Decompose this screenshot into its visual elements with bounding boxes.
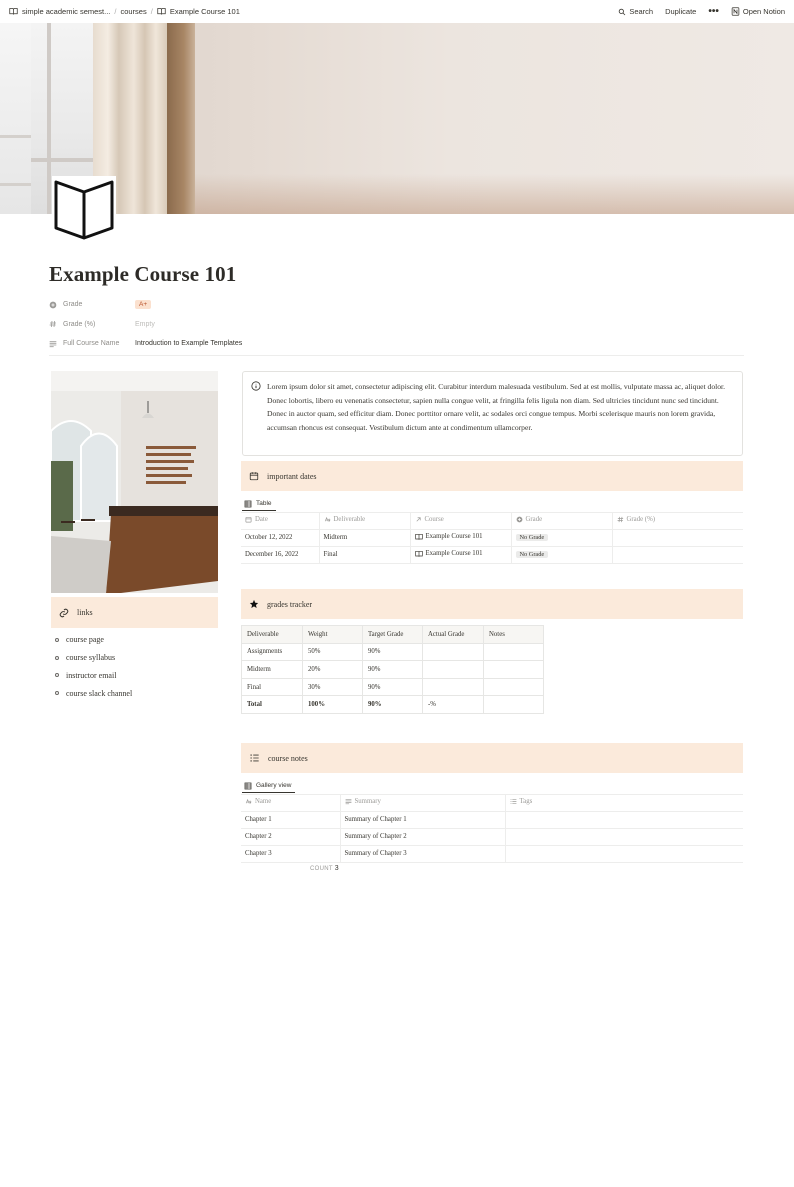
property-value-empty[interactable]: Empty — [135, 320, 155, 328]
open-notion-label: Open Notion — [742, 7, 785, 16]
table-cell[interactable]: Assignments — [242, 643, 303, 661]
table-row — [242, 661, 544, 679]
more-options-button[interactable]: ••• — [708, 6, 719, 17]
text-lines-icon — [345, 798, 352, 805]
table-cell[interactable]: 100% — [303, 696, 363, 714]
section-title: course notes — [268, 753, 308, 763]
list-icon — [510, 798, 517, 805]
table-row[interactable] — [241, 845, 743, 862]
column-header-tags[interactable] — [505, 795, 743, 811]
table-header-row — [242, 626, 544, 644]
row-count[interactable] — [310, 865, 339, 872]
column-label: Grade (%) — [626, 516, 655, 524]
breadcrumb-item-workspace[interactable] — [9, 7, 110, 16]
calendar-icon — [245, 516, 252, 523]
view-label: Table — [256, 500, 272, 507]
table-cell[interactable] — [484, 678, 544, 696]
property-value[interactable]: Introduction to Example Templates — [135, 340, 243, 348]
cell-summary[interactable]: Summary of Chapter 1 — [340, 811, 505, 828]
column-header-name[interactable] — [241, 795, 340, 811]
top-bar — [0, 0, 794, 23]
header-cell[interactable]: Deliverable — [242, 626, 303, 644]
hash-icon — [49, 320, 57, 328]
cell-course[interactable] — [410, 529, 511, 546]
bullet-icon — [55, 673, 59, 677]
list-item[interactable] — [55, 631, 132, 649]
column-header-date[interactable] — [241, 513, 319, 529]
open-book-icon — [415, 550, 423, 558]
cell-grade-pct[interactable] — [612, 546, 743, 563]
breadcrumb-separator: / — [114, 7, 117, 16]
important-dates-table — [241, 513, 743, 564]
breadcrumb-label: simple academic semest... — [22, 7, 111, 16]
column-header-deliverable[interactable] — [319, 513, 410, 529]
course-photo — [51, 371, 218, 593]
table-cell[interactable]: -% — [423, 696, 484, 714]
table-header-row — [241, 513, 743, 529]
property-key: Grade — [63, 301, 83, 309]
column-label: Grade — [525, 516, 543, 524]
column-label: Tags — [519, 798, 533, 806]
header-cell[interactable]: Actual Grade — [423, 626, 484, 644]
breadcrumb — [9, 7, 240, 16]
table-cell[interactable] — [484, 696, 544, 714]
table-icon — [244, 500, 252, 508]
column-label: Summary — [354, 798, 381, 806]
grade-tag: No Grade — [516, 534, 549, 541]
table-row[interactable] — [241, 828, 743, 845]
table-cell[interactable] — [484, 661, 544, 679]
table-cell[interactable] — [423, 661, 484, 679]
cell-tags[interactable] — [505, 845, 743, 862]
cell-deliverable[interactable]: Final — [319, 546, 410, 563]
info-callout[interactable] — [242, 371, 743, 456]
column-label: Date — [255, 516, 268, 524]
cell-summary[interactable]: Summary of Chapter 2 — [340, 828, 505, 845]
status-icon — [49, 301, 57, 309]
calendar-icon — [249, 471, 259, 481]
column-header-grade-pct[interactable] — [612, 513, 743, 529]
table-row — [242, 678, 544, 696]
property-key: Grade (%) — [63, 320, 96, 328]
cell-grade-pct[interactable] — [612, 529, 743, 546]
bullet-icon — [55, 638, 59, 642]
open-book-icon — [415, 533, 423, 541]
cell-course[interactable] — [410, 546, 511, 563]
count-value: 3 — [334, 865, 339, 872]
cell-name[interactable]: Chapter 3 — [241, 845, 340, 862]
cell-grade[interactable] — [511, 529, 612, 546]
tab-table-view[interactable] — [242, 497, 276, 511]
table-cell[interactable]: Total — [242, 696, 303, 714]
breadcrumb-separator: / — [150, 7, 153, 16]
properties-panel — [49, 295, 744, 354]
cover-image[interactable] — [31, 23, 794, 214]
course-link[interactable]: Example Course 101 — [425, 533, 483, 540]
cell-name[interactable]: Chapter 1 — [241, 811, 340, 828]
grade-badge[interactable]: A+ — [135, 300, 151, 309]
breadcrumb-item-current[interactable] — [157, 7, 240, 16]
grade-tag: No Grade — [516, 551, 549, 558]
column-header-summary[interactable] — [340, 795, 505, 811]
info-icon — [251, 381, 261, 391]
course-notes-header[interactable] — [241, 743, 743, 773]
links-list — [55, 631, 132, 702]
page-title[interactable]: Example Course 101 — [49, 262, 237, 286]
table-cell[interactable]: Midterm — [242, 661, 303, 679]
search-button[interactable] — [618, 7, 653, 16]
table-cell[interactable] — [484, 643, 544, 661]
property-row-full-course-name[interactable] — [49, 334, 744, 354]
section-title: important dates — [267, 471, 317, 481]
breadcrumb-label: Example Course 101 — [169, 7, 240, 16]
table-cell[interactable]: 50% — [303, 643, 363, 661]
star-icon — [249, 599, 259, 609]
bullet-icon — [55, 656, 59, 660]
table-row[interactable] — [241, 529, 743, 546]
link-text[interactable]: course page — [66, 635, 104, 645]
column-label: Name — [255, 798, 272, 806]
header-cell[interactable]: Weight — [303, 626, 363, 644]
text-icon — [245, 798, 252, 805]
open-book-icon — [157, 7, 166, 16]
cell-grade[interactable] — [511, 546, 612, 563]
grades-tracker-header[interactable] — [241, 589, 743, 619]
table-row — [242, 643, 544, 661]
grades-tracker-table — [241, 625, 544, 714]
checklist-icon — [249, 753, 260, 763]
breadcrumb-label: courses — [120, 7, 147, 16]
view-label: Gallery view — [256, 782, 292, 789]
table-cell[interactable]: 90% — [363, 661, 423, 679]
links-title: links — [77, 608, 93, 617]
search-label: Search — [629, 7, 654, 16]
table-cell[interactable]: 90% — [363, 696, 423, 714]
section-title: grades tracker — [267, 599, 313, 609]
table-row-total — [242, 696, 544, 714]
cell-tags[interactable] — [505, 828, 743, 845]
important-dates-header[interactable] — [241, 461, 743, 491]
cell-date[interactable]: October 12, 2022 — [241, 529, 319, 546]
list-item[interactable] — [55, 649, 132, 667]
list-item[interactable] — [55, 667, 132, 685]
header-cell[interactable]: Notes — [484, 626, 544, 644]
table-icon — [244, 782, 252, 790]
text-lines-icon — [49, 340, 57, 348]
table-cell[interactable]: 30% — [303, 678, 363, 696]
status-icon — [516, 516, 523, 523]
hash-icon — [617, 516, 624, 523]
text-icon — [324, 516, 331, 523]
cell-tags[interactable] — [505, 811, 743, 828]
column-header-grade[interactable] — [511, 513, 612, 529]
table-cell[interactable] — [423, 643, 484, 661]
link-text[interactable]: instructor email — [66, 670, 117, 680]
table-cell[interactable]: 90% — [363, 643, 423, 661]
properties-divider — [49, 355, 744, 356]
cell-summary[interactable]: Summary of Chapter 3 — [340, 845, 505, 862]
header-cell[interactable]: Target Grade — [363, 626, 423, 644]
breadcrumb-item-courses[interactable] — [120, 7, 146, 16]
cell-name[interactable]: Chapter 2 — [241, 828, 340, 845]
cell-date[interactable]: December 16, 2022 — [241, 546, 319, 563]
list-item[interactable] — [55, 684, 132, 702]
column-label: Deliverable — [333, 516, 366, 524]
callout-text: Lorem ipsum dolor sit amet, consectetur adipiscing elit. Curabitur interdum malesuada vestibulum. Sed at est mollis, vulputate massa ac, aliquet dolor. Donec lobortis, libero eu venenatis consectetur, sapien nulla congue velit, at fringilla felis ligula non diam. Sed ultricies tincidunt nunc sed tincidunt. Donec in auctor quam, sed efficitur diam. Donec porttitor ornare velit, ac sodales orci congue tempus. Morbi scelerisque mauris non lorem gravida, accumsan rhoncus est consequat. Vestibulum dictum ante at condimentum ullamcorper. — [267, 382, 726, 432]
open-book-icon — [9, 7, 18, 16]
table-header-row — [241, 795, 743, 811]
bullet-icon — [55, 691, 59, 695]
links-callout[interactable] — [51, 597, 218, 628]
duplicate-button[interactable]: Duplicate — [665, 7, 697, 16]
table-cell[interactable]: 90% — [363, 678, 423, 696]
column-label: Course — [424, 516, 444, 524]
open-notion-button[interactable] — [731, 7, 785, 16]
course-link[interactable]: Example Course 101 — [425, 550, 483, 557]
count-label: COUNT — [310, 866, 333, 872]
column-header-course[interactable] — [410, 513, 511, 529]
table-cell[interactable]: Final — [242, 678, 303, 696]
course-notes-table — [241, 795, 743, 863]
table-cell[interactable]: 20% — [303, 661, 363, 679]
link-text[interactable]: course slack channel — [66, 688, 133, 698]
open-book-icon — [52, 176, 116, 242]
search-icon — [618, 8, 626, 16]
table-row[interactable] — [241, 811, 743, 828]
link-text[interactable]: course syllabus — [66, 653, 116, 663]
table-cell[interactable] — [423, 678, 484, 696]
relation-arrow-icon — [415, 516, 422, 523]
link-icon — [59, 608, 69, 618]
table-row[interactable] — [241, 546, 743, 563]
property-row-grade[interactable] — [49, 295, 744, 315]
notion-logo-icon — [731, 7, 740, 16]
cover-image-edge — [0, 23, 31, 214]
cell-deliverable[interactable]: Midterm — [319, 529, 410, 546]
tab-gallery-view[interactable] — [242, 779, 295, 793]
page-icon[interactable] — [52, 176, 116, 242]
property-key: Full Course Name — [63, 340, 120, 348]
property-row-grade-pct[interactable] — [49, 315, 744, 335]
